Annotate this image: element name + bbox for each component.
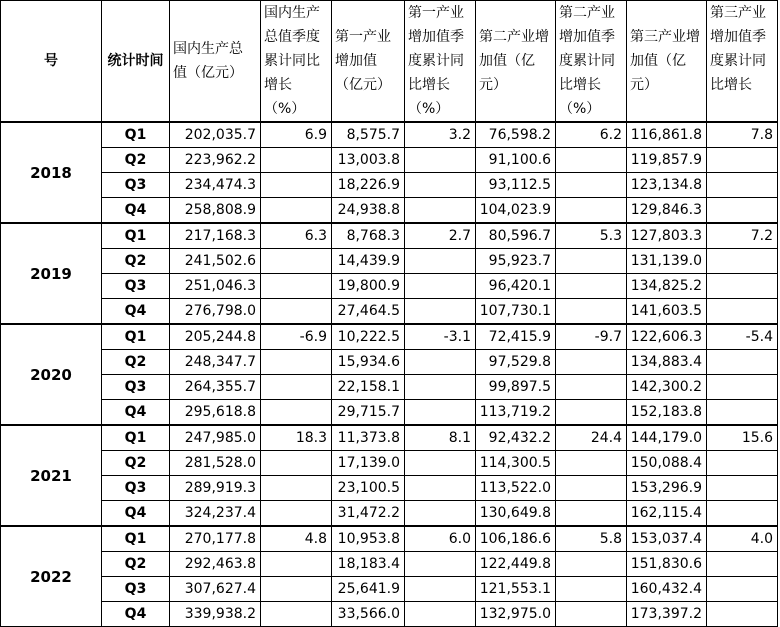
secondary-cell: 106,186.6: [476, 526, 556, 552]
gdp-cell: 258,808.9: [170, 198, 261, 224]
tertiary-cell: 134,883.4: [627, 350, 707, 375]
secondary-growth-cell: 5.8: [556, 526, 627, 552]
primary-growth-cell: [405, 577, 476, 602]
header-cell: 号: [1, 1, 102, 123]
tertiary-cell: 122,606.3: [627, 324, 707, 350]
tertiary-cell: 153,296.9: [627, 476, 707, 501]
secondary-growth-cell: [556, 299, 627, 325]
primary-cell: 13,003.8: [332, 148, 405, 173]
secondary-growth-cell: [556, 476, 627, 501]
tertiary-growth-cell: 7.8: [707, 122, 778, 148]
secondary-cell: 95,923.7: [476, 249, 556, 274]
tertiary-growth-cell: [707, 400, 778, 426]
gdp-cell: 202,035.7: [170, 122, 261, 148]
primary-cell: 8,575.7: [332, 122, 405, 148]
header-cell: 第一产业 增加值 （亿元）: [332, 1, 405, 123]
primary-cell: 18,226.9: [332, 173, 405, 198]
primary-growth-cell: 6.0: [405, 526, 476, 552]
gdp-growth-cell: [261, 198, 332, 224]
secondary-growth-cell: [556, 577, 627, 602]
primary-growth-cell: [405, 476, 476, 501]
primary-cell: 25,641.9: [332, 577, 405, 602]
quarter-cell: Q2: [102, 249, 170, 274]
table-row: [1, 350, 778, 375]
gdp-growth-cell: [261, 173, 332, 198]
secondary-growth-cell: [556, 501, 627, 527]
gdp-cell: 289,919.3: [170, 476, 261, 501]
secondary-cell: 72,415.9: [476, 324, 556, 350]
gdp-growth-cell: [261, 577, 332, 602]
table-row: [1, 223, 778, 249]
table-row: [1, 299, 778, 325]
quarter-cell: Q3: [102, 375, 170, 400]
table-row: [1, 122, 778, 148]
secondary-growth-cell: [556, 400, 627, 426]
gdp-growth-cell: [261, 552, 332, 577]
primary-cell: 24,938.8: [332, 198, 405, 224]
tertiary-cell: 127,803.3: [627, 223, 707, 249]
header-cell: 统计时间: [102, 1, 170, 123]
tertiary-cell: 141,603.5: [627, 299, 707, 325]
primary-cell: 8,768.3: [332, 223, 405, 249]
tertiary-cell: 123,134.8: [627, 173, 707, 198]
gdp-cell: 234,474.3: [170, 173, 261, 198]
table-row: [1, 274, 778, 299]
secondary-growth-cell: [556, 602, 627, 627]
quarter-cell: Q2: [102, 451, 170, 476]
secondary-growth-cell: [556, 249, 627, 274]
primary-cell: 17,139.0: [332, 451, 405, 476]
secondary-growth-cell: 6.2: [556, 122, 627, 148]
tertiary-cell: 151,830.6: [627, 552, 707, 577]
tertiary-growth-cell: [707, 274, 778, 299]
year-cell: 2021: [1, 425, 102, 526]
header-cell: 第三产业 增加值季 度累计同 比增长: [707, 1, 778, 123]
quarter-cell: Q1: [102, 425, 170, 451]
secondary-growth-cell: [556, 375, 627, 400]
primary-cell: 27,464.5: [332, 299, 405, 325]
gdp-growth-cell: 18.3: [261, 425, 332, 451]
primary-growth-cell: [405, 249, 476, 274]
table-row: [1, 451, 778, 476]
quarter-cell: Q3: [102, 274, 170, 299]
gdp-cell: 339,938.2: [170, 602, 261, 627]
gdp-growth-cell: [261, 400, 332, 426]
header-row: [1, 1, 778, 123]
quarter-cell: Q2: [102, 148, 170, 173]
tertiary-growth-cell: 15.6: [707, 425, 778, 451]
tertiary-growth-cell: 4.0: [707, 526, 778, 552]
tertiary-growth-cell: [707, 501, 778, 527]
table-row: [1, 249, 778, 274]
primary-cell: 10,953.8: [332, 526, 405, 552]
gdp-cell: 295,618.8: [170, 400, 261, 426]
primary-growth-cell: [405, 451, 476, 476]
tertiary-cell: 173,397.2: [627, 602, 707, 627]
table-row: [1, 198, 778, 224]
tertiary-cell: 129,846.3: [627, 198, 707, 224]
gdp-cell: 223,962.2: [170, 148, 261, 173]
secondary-growth-cell: [556, 148, 627, 173]
gdp-cell: 264,355.7: [170, 375, 261, 400]
secondary-cell: 80,596.7: [476, 223, 556, 249]
table-row: [1, 425, 778, 451]
tertiary-growth-cell: [707, 451, 778, 476]
header-cell: 第二产业增 加值（亿 元）: [476, 1, 556, 123]
tertiary-growth-cell: [707, 602, 778, 627]
tertiary-growth-cell: [707, 476, 778, 501]
primary-growth-cell: [405, 501, 476, 527]
primary-growth-cell: [405, 350, 476, 375]
gdp-growth-cell: [261, 299, 332, 325]
tertiary-growth-cell: [707, 552, 778, 577]
quarter-cell: Q3: [102, 577, 170, 602]
secondary-growth-cell: 5.3: [556, 223, 627, 249]
secondary-cell: 114,300.5: [476, 451, 556, 476]
gdp-cell: 307,627.4: [170, 577, 261, 602]
primary-cell: 14,439.9: [332, 249, 405, 274]
primary-growth-cell: [405, 552, 476, 577]
gdp-cell: 292,463.8: [170, 552, 261, 577]
quarter-cell: Q1: [102, 324, 170, 350]
tertiary-growth-cell: [707, 198, 778, 224]
secondary-cell: 122,449.8: [476, 552, 556, 577]
primary-growth-cell: -3.1: [405, 324, 476, 350]
tertiary-cell: 131,139.0: [627, 249, 707, 274]
quarter-cell: Q4: [102, 299, 170, 325]
quarter-cell: Q4: [102, 400, 170, 426]
secondary-growth-cell: [556, 552, 627, 577]
primary-growth-cell: [405, 400, 476, 426]
header-cell: 第二产业 增加值季 度累计同 比增长 （%）: [556, 1, 627, 123]
quarter-cell: Q4: [102, 602, 170, 627]
tertiary-growth-cell: [707, 173, 778, 198]
year-cell: 2022: [1, 526, 102, 627]
tertiary-growth-cell: -5.4: [707, 324, 778, 350]
gdp-cell: 276,798.0: [170, 299, 261, 325]
secondary-cell: 130,649.8: [476, 501, 556, 527]
secondary-growth-cell: [556, 350, 627, 375]
secondary-cell: 97,529.8: [476, 350, 556, 375]
header-cell: 第一产业 增加值季 度累计同 比增长 （%）: [405, 1, 476, 123]
primary-growth-cell: [405, 198, 476, 224]
quarter-cell: Q2: [102, 350, 170, 375]
primary-cell: 18,183.4: [332, 552, 405, 577]
table-row: [1, 400, 778, 426]
quarter-cell: Q2: [102, 552, 170, 577]
secondary-cell: 132,975.0: [476, 602, 556, 627]
primary-growth-cell: [405, 148, 476, 173]
table-row: [1, 173, 778, 198]
gdp-growth-cell: [261, 375, 332, 400]
secondary-cell: 93,112.5: [476, 173, 556, 198]
table-row: [1, 501, 778, 527]
gdp-growth-cell: -6.9: [261, 324, 332, 350]
secondary-growth-cell: [556, 451, 627, 476]
secondary-cell: 99,897.5: [476, 375, 556, 400]
year-cell: 2018: [1, 122, 102, 223]
gdp-cell: 270,177.8: [170, 526, 261, 552]
gdp-cell: 251,046.3: [170, 274, 261, 299]
gdp-cell: 217,168.3: [170, 223, 261, 249]
tertiary-growth-cell: [707, 148, 778, 173]
year-cell: 2019: [1, 223, 102, 324]
table-row: [1, 324, 778, 350]
tertiary-growth-cell: [707, 375, 778, 400]
gdp-cell: 205,244.8: [170, 324, 261, 350]
primary-growth-cell: 2.7: [405, 223, 476, 249]
quarter-cell: Q3: [102, 476, 170, 501]
tertiary-growth-cell: [707, 350, 778, 375]
table-row: [1, 602, 778, 627]
tertiary-cell: 152,183.8: [627, 400, 707, 426]
table-row: [1, 577, 778, 602]
tertiary-cell: 144,179.0: [627, 425, 707, 451]
primary-cell: 31,472.2: [332, 501, 405, 527]
tertiary-cell: 153,037.4: [627, 526, 707, 552]
tertiary-cell: 162,115.4: [627, 501, 707, 527]
gdp-growth-cell: 6.9: [261, 122, 332, 148]
quarter-cell: Q4: [102, 501, 170, 527]
primary-growth-cell: [405, 299, 476, 325]
tertiary-growth-cell: [707, 299, 778, 325]
primary-cell: 33,566.0: [332, 602, 405, 627]
gdp-growth-cell: [261, 350, 332, 375]
gdp-growth-cell: 4.8: [261, 526, 332, 552]
secondary-cell: 92,432.2: [476, 425, 556, 451]
header-cell: 第三产业增 加值（亿 元）: [627, 1, 707, 123]
gdp-cell: 324,237.4: [170, 501, 261, 527]
gdp-cell: 241,502.6: [170, 249, 261, 274]
tertiary-cell: 160,432.4: [627, 577, 707, 602]
primary-growth-cell: [405, 274, 476, 299]
year-cell: 2020: [1, 324, 102, 425]
table-row: [1, 375, 778, 400]
tertiary-cell: 119,857.9: [627, 148, 707, 173]
secondary-cell: 91,100.6: [476, 148, 556, 173]
quarter-cell: Q1: [102, 223, 170, 249]
secondary-cell: 113,719.2: [476, 400, 556, 426]
gdp-cell: 248,347.7: [170, 350, 261, 375]
quarter-cell: Q1: [102, 526, 170, 552]
tertiary-cell: 116,861.8: [627, 122, 707, 148]
tertiary-cell: 142,300.2: [627, 375, 707, 400]
secondary-growth-cell: [556, 274, 627, 299]
table-row: [1, 476, 778, 501]
tertiary-cell: 134,825.2: [627, 274, 707, 299]
gdp-cell: 247,985.0: [170, 425, 261, 451]
secondary-cell: 76,598.2: [476, 122, 556, 148]
secondary-growth-cell: [556, 198, 627, 224]
gdp-growth-cell: [261, 451, 332, 476]
table-row: [1, 552, 778, 577]
header-cell: 国内生产总 值（亿元）: [170, 1, 261, 123]
secondary-cell: 107,730.1: [476, 299, 556, 325]
gdp-growth-cell: [261, 476, 332, 501]
quarter-cell: Q4: [102, 198, 170, 224]
tertiary-growth-cell: [707, 577, 778, 602]
table-row: [1, 148, 778, 173]
header-cell: 国内生产 总值季度 累计同比 增长 （%）: [261, 1, 332, 123]
gdp-growth-cell: [261, 602, 332, 627]
table-row: [1, 526, 778, 552]
gdp-growth-cell: [261, 274, 332, 299]
gdp-growth-cell: 6.3: [261, 223, 332, 249]
tertiary-growth-cell: [707, 249, 778, 274]
primary-cell: 11,373.8: [332, 425, 405, 451]
quarter-cell: Q1: [102, 122, 170, 148]
gdp-growth-cell: [261, 148, 332, 173]
secondary-cell: 113,522.0: [476, 476, 556, 501]
secondary-growth-cell: 24.4: [556, 425, 627, 451]
primary-cell: 23,100.5: [332, 476, 405, 501]
secondary-growth-cell: [556, 173, 627, 198]
secondary-growth-cell: -9.7: [556, 324, 627, 350]
tertiary-cell: 150,088.4: [627, 451, 707, 476]
primary-cell: 15,934.6: [332, 350, 405, 375]
primary-growth-cell: 3.2: [405, 122, 476, 148]
gdp-growth-cell: [261, 501, 332, 527]
secondary-cell: 104,023.9: [476, 198, 556, 224]
primary-cell: 10,222.5: [332, 324, 405, 350]
primary-cell: 29,715.7: [332, 400, 405, 426]
secondary-cell: 121,553.1: [476, 577, 556, 602]
quarter-cell: Q3: [102, 173, 170, 198]
gdp-growth-cell: [261, 249, 332, 274]
primary-cell: 22,158.1: [332, 375, 405, 400]
primary-cell: 19,800.9: [332, 274, 405, 299]
primary-growth-cell: [405, 602, 476, 627]
gdp-cell: 281,528.0: [170, 451, 261, 476]
secondary-cell: 96,420.1: [476, 274, 556, 299]
primary-growth-cell: 8.1: [405, 425, 476, 451]
tertiary-growth-cell: 7.2: [707, 223, 778, 249]
primary-growth-cell: [405, 375, 476, 400]
primary-growth-cell: [405, 173, 476, 198]
